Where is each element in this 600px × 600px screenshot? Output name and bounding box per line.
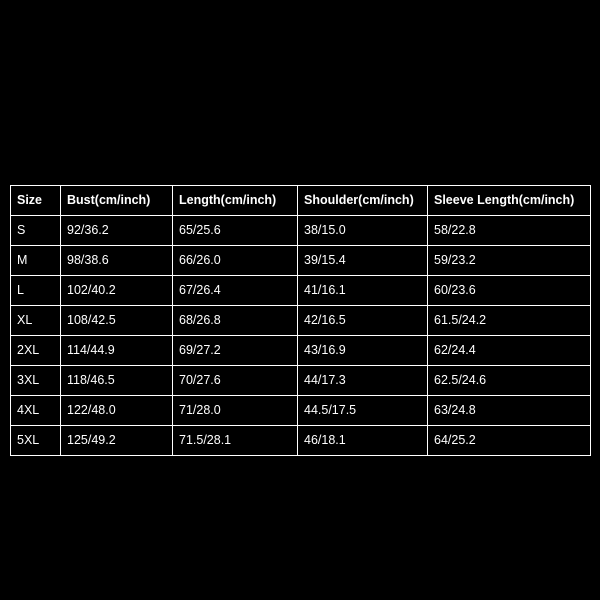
table-row [11, 396, 591, 426]
cell-shoulder: 38/15.0 [298, 216, 428, 246]
cell-sleeve-length: 58/22.8 [428, 216, 591, 246]
cell-bust: 108/42.5 [61, 306, 173, 336]
table-row [11, 306, 591, 336]
column-header-shoulder: Shoulder(cm/inch) [298, 186, 428, 216]
column-header-sleeve-length: Sleeve Length(cm/inch) [428, 186, 591, 216]
cell-bust: 98/38.6 [61, 246, 173, 276]
cell-length: 71/28.0 [173, 396, 298, 426]
cell-size: 2XL [11, 336, 61, 366]
cell-length: 69/27.2 [173, 336, 298, 366]
cell-size: XL [11, 306, 61, 336]
cell-shoulder: 43/16.9 [298, 336, 428, 366]
table-row [11, 426, 591, 456]
cell-bust: 114/44.9 [61, 336, 173, 366]
size-chart-table [10, 185, 591, 456]
table-row [11, 246, 591, 276]
cell-sleeve-length: 60/23.6 [428, 276, 591, 306]
cell-bust: 125/49.2 [61, 426, 173, 456]
cell-length: 68/26.8 [173, 306, 298, 336]
cell-bust: 92/36.2 [61, 216, 173, 246]
size-chart-container [10, 185, 590, 456]
cell-length: 66/26.0 [173, 246, 298, 276]
cell-length: 70/27.6 [173, 366, 298, 396]
table-header-row [11, 186, 591, 216]
column-header-size: Size [11, 186, 61, 216]
cell-size: 4XL [11, 396, 61, 426]
cell-sleeve-length: 63/24.8 [428, 396, 591, 426]
cell-sleeve-length: 59/23.2 [428, 246, 591, 276]
column-header-bust: Bust(cm/inch) [61, 186, 173, 216]
table-row [11, 276, 591, 306]
table-row [11, 366, 591, 396]
size-chart-header [11, 186, 591, 216]
cell-shoulder: 46/18.1 [298, 426, 428, 456]
cell-size: 3XL [11, 366, 61, 396]
cell-size: S [11, 216, 61, 246]
cell-bust: 122/48.0 [61, 396, 173, 426]
cell-sleeve-length: 62/24.4 [428, 336, 591, 366]
cell-sleeve-length: 61.5/24.2 [428, 306, 591, 336]
cell-length: 67/26.4 [173, 276, 298, 306]
cell-bust: 118/46.5 [61, 366, 173, 396]
cell-sleeve-length: 64/25.2 [428, 426, 591, 456]
cell-shoulder: 44/17.3 [298, 366, 428, 396]
cell-size: M [11, 246, 61, 276]
cell-shoulder: 42/16.5 [298, 306, 428, 336]
table-row [11, 336, 591, 366]
cell-bust: 102/40.2 [61, 276, 173, 306]
cell-length: 65/25.6 [173, 216, 298, 246]
table-row [11, 216, 591, 246]
cell-size: L [11, 276, 61, 306]
cell-sleeve-length: 62.5/24.6 [428, 366, 591, 396]
cell-shoulder: 44.5/17.5 [298, 396, 428, 426]
cell-shoulder: 39/15.4 [298, 246, 428, 276]
cell-size: 5XL [11, 426, 61, 456]
column-header-length: Length(cm/inch) [173, 186, 298, 216]
size-chart-body [11, 216, 591, 456]
cell-length: 71.5/28.1 [173, 426, 298, 456]
cell-shoulder: 41/16.1 [298, 276, 428, 306]
